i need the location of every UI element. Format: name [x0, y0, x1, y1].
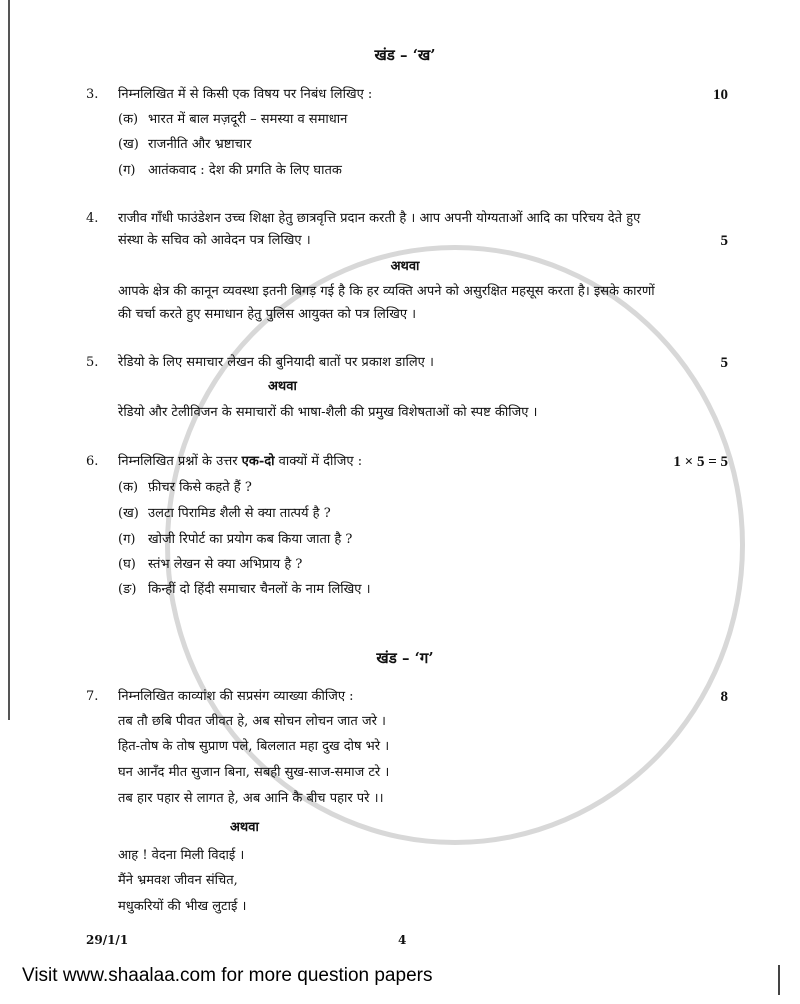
q7-number: 7. [86, 689, 99, 704]
q5-alt: रेडियो और टेलीविजन के समाचारों की भाषा-शैली की प्रमुख विशेषताओं को स्पष्ट कीजिए । [118, 405, 538, 420]
q5-text: रेडियो के लिए समाचार लेखन की बुनियादी बातों पर प्रकाश डालिए । [118, 355, 434, 370]
verse-line: हित-तोष के तोष सुप्राण पले, बिललात महा दुख दोष भरे । [118, 739, 390, 754]
q5-number: 5. [86, 355, 99, 370]
option-text: राजनीति और भ्रष्टाचार [148, 137, 252, 152]
q3-marks: 10 [713, 87, 728, 103]
option-text: आतंकवाद : देश की प्रगति के लिए घातक [148, 163, 342, 178]
q5-marks: 5 [720, 355, 728, 371]
q3-option [118, 111, 347, 129]
verse-line: घन आनँद मीत सुजान बिना, सबही सुख-साज-समाज टरे । [118, 765, 390, 780]
q4-marks: 5 [720, 233, 728, 249]
q5-or: अथवा [268, 379, 297, 394]
scan-edge-mark [778, 965, 780, 995]
q6-text [118, 453, 362, 471]
page-number: 4 [398, 933, 407, 947]
q4-line1: राजीव गाँधी फाउंडेशन उच्च शिक्षा हेतु छात्रवृत्ति प्रदान करती है । आप अपनी योग्यताओं आदि का परिचय देते हुए [118, 211, 641, 226]
q4-line2: संस्था के सचिव को आवेदन पत्र लिखिए । [118, 233, 311, 248]
q3-option [118, 162, 342, 180]
option-label: (ग) [118, 163, 136, 178]
alt-verse-line: आह ! वेदना मिली विदाई । [118, 848, 245, 863]
option-label: (ग) [118, 532, 136, 547]
shaalaa-banner-link[interactable]: Visit www.shaalaa.com for more question papers [22, 965, 433, 986]
option-text: उलटा पिरामिड शैली से क्या तात्पर्य है ? [148, 506, 331, 521]
q3-number: 3. [86, 87, 99, 102]
paper-code: 29/1/1 [86, 933, 129, 947]
alt-verse-line: मैंने भ्रमवश जीवन संचित, [118, 873, 238, 888]
q4-number: 4. [86, 211, 99, 226]
q6-text-post: वाक्यों में दीजिए : [274, 454, 363, 469]
q6-option [118, 556, 302, 574]
q4-alt-line2: की चर्चा करते हुए समाधान हेतु पुलिस आयुक्त को पत्र लिखिए । [118, 307, 417, 322]
verse-line: तब हार पहार से लागत हे, अब आनि कै बीच पहार परे ।। [118, 791, 384, 806]
q7-marks: 8 [720, 689, 728, 705]
scan-edge-line [8, 0, 10, 720]
option-text: किन्हीं दो हिंदी समाचार चैनलों के नाम लिखिए । [148, 582, 371, 597]
q6-text-pre: निम्नलिखित प्रश्नों के उत्तर [118, 454, 242, 469]
option-label: (ख) [118, 506, 139, 521]
q6-option [118, 581, 371, 599]
section-c-heading: खंड – ‘ग’ [376, 649, 434, 667]
q6-number: 6. [86, 454, 99, 469]
option-text: स्तंभ लेखन से क्या अभिप्राय है ? [148, 557, 303, 572]
q6-option [118, 531, 352, 549]
option-label: (ख) [118, 137, 139, 152]
q4-alt-line1: आपके क्षेत्र की कानून व्यवस्था इतनी बिगड़ गई है कि हर व्यक्ति अपने को असुरक्षित महसूस करता है। इसके कारणों [118, 284, 655, 299]
q3-option [118, 136, 252, 154]
option-label: (ङ) [118, 582, 137, 597]
q6-option [118, 479, 252, 497]
section-b-heading: खंड – ‘ख’ [374, 46, 436, 64]
option-text: भारत में बाल मज़दूरी – समस्या व समाधान [148, 112, 348, 127]
q7-text: निम्नलिखित काव्यांश की सप्रसंग व्याख्या कीजिए : [118, 689, 354, 704]
option-label: (क) [118, 480, 139, 495]
option-label: (घ) [118, 557, 136, 572]
option-text: खोजी रिपोर्ट का प्रयोग कब किया जाता है ? [148, 532, 353, 547]
q6-text-bold: एक-दो [241, 454, 275, 469]
q6-option [118, 505, 331, 523]
option-text: फ़ीचर किसे कहते हैं ? [148, 480, 252, 495]
q3-text: निम्नलिखित में से किसी एक विषय पर निबंध लिखिए : [118, 87, 373, 102]
q4-or: अथवा [390, 259, 420, 274]
alt-verse-line: मधुकरियों की भीख लुटाई । [118, 899, 247, 914]
option-label: (क) [118, 112, 139, 127]
q7-or: अथवा [230, 820, 259, 835]
verse-line: तब तौ छबि पीवत जीवत हे, अब सोचन लोचन जात जरे । [118, 714, 386, 729]
q6-marks: 1 × 5 = 5 [673, 454, 728, 470]
